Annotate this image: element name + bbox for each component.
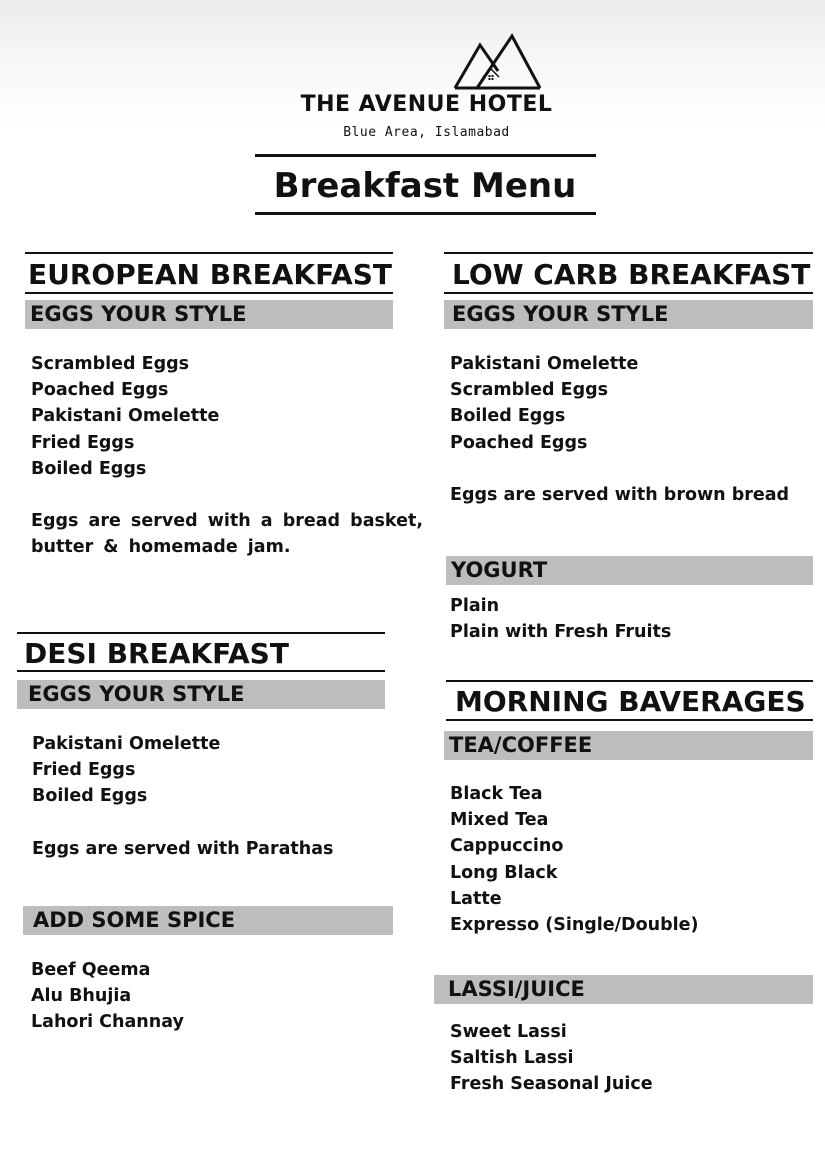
desi-bottom-rule <box>17 670 385 672</box>
note-line: butter & homemade jam. <box>31 537 291 558</box>
list-item: Scrambled Eggs <box>450 380 609 401</box>
list-item: Scrambled Eggs <box>31 354 190 374</box>
european-eggs-label: EGGS YOUR STYLE <box>25 300 393 329</box>
morning-beverages-heading: MORNING BAVERAGES <box>455 685 806 718</box>
list-item: Latte <box>450 888 502 909</box>
list-item: Plain <box>450 596 500 616</box>
list-item: Pakistani Omelette <box>450 354 639 374</box>
tea-coffee-label: TEA/COFFEE <box>444 731 813 760</box>
list-item: Black Tea <box>450 784 543 804</box>
list-item: Boiled Eggs <box>450 406 566 427</box>
lowcarb-eggs-note: Eggs are served with brown bread <box>450 485 790 505</box>
list-item: Fresh Seasonal Juice <box>450 1074 653 1095</box>
list-item: Boiled Eggs <box>32 786 148 807</box>
list-item: Pakistani Omelette <box>32 734 221 754</box>
spice-label: ADD SOME SPICE <box>23 906 393 935</box>
list-item: Pakistani Omelette <box>31 406 220 427</box>
hotel-name: THE AVENUE HOTEL <box>300 92 553 117</box>
list-item: Cappuccino <box>450 836 564 857</box>
list-item: Boiled Eggs <box>31 458 147 479</box>
list-item: Expresso (Single/Double) <box>450 914 699 935</box>
european-top-rule <box>25 252 393 254</box>
list-item: Plain with Fresh Fruits <box>450 622 672 643</box>
european-breakfast-heading: EUROPEAN BREAKFAST <box>28 258 392 291</box>
desi-top-rule <box>17 632 385 634</box>
list-item: Fried Eggs <box>32 760 136 781</box>
desi-egg-list <box>32 731 220 810</box>
european-eggs-note <box>31 508 423 560</box>
page-title: Breakfast Menu <box>273 166 577 206</box>
list-item: Poached Eggs <box>450 432 588 453</box>
title-top-rule <box>255 154 596 157</box>
list-item: Lahori Channay <box>31 1012 184 1033</box>
hotel-location: Blue Area, Islamabad <box>343 125 510 140</box>
beverages-bottom-rule <box>446 719 813 721</box>
list-item: Alu Bhujia <box>31 986 132 1007</box>
european-egg-list <box>31 351 219 482</box>
list-item: Saltish Lassi <box>450 1048 574 1069</box>
desi-eggs-note: Eggs are served with Parathas <box>32 839 334 859</box>
low-carb-breakfast-heading: LOW CARB BREAKFAST <box>452 258 811 291</box>
mountain-house-logo-icon <box>452 33 542 93</box>
title-bottom-rule <box>255 212 596 215</box>
beverages-top-rule <box>446 680 813 682</box>
desi-eggs-label: EGGS YOUR STYLE <box>17 680 385 709</box>
lassi-juice-list <box>450 1019 653 1098</box>
european-bottom-rule <box>25 292 393 294</box>
list-item: Fried Eggs <box>31 432 135 453</box>
lowcarb-top-rule <box>444 252 813 254</box>
list-item: Beef Qeema <box>31 960 151 980</box>
spice-list <box>31 957 184 1036</box>
tea-coffee-list <box>450 781 698 938</box>
list-item: Sweet Lassi <box>450 1022 567 1042</box>
list-item: Long Black <box>450 862 558 883</box>
note-line: Eggs are served with a bread basket, <box>31 511 423 531</box>
lassi-juice-label: LASSI/JUICE <box>434 975 813 1004</box>
list-item: Mixed Tea <box>450 810 549 831</box>
list-item: Poached Eggs <box>31 380 169 401</box>
lowcarb-egg-list <box>450 351 638 456</box>
yogurt-label: YOGURT <box>446 556 813 585</box>
yogurt-list <box>450 593 671 645</box>
lowcarb-bottom-rule <box>444 292 813 294</box>
lowcarb-eggs-label: EGGS YOUR STYLE <box>444 300 813 329</box>
desi-breakfast-heading: DESI BREAKFAST <box>24 637 289 670</box>
